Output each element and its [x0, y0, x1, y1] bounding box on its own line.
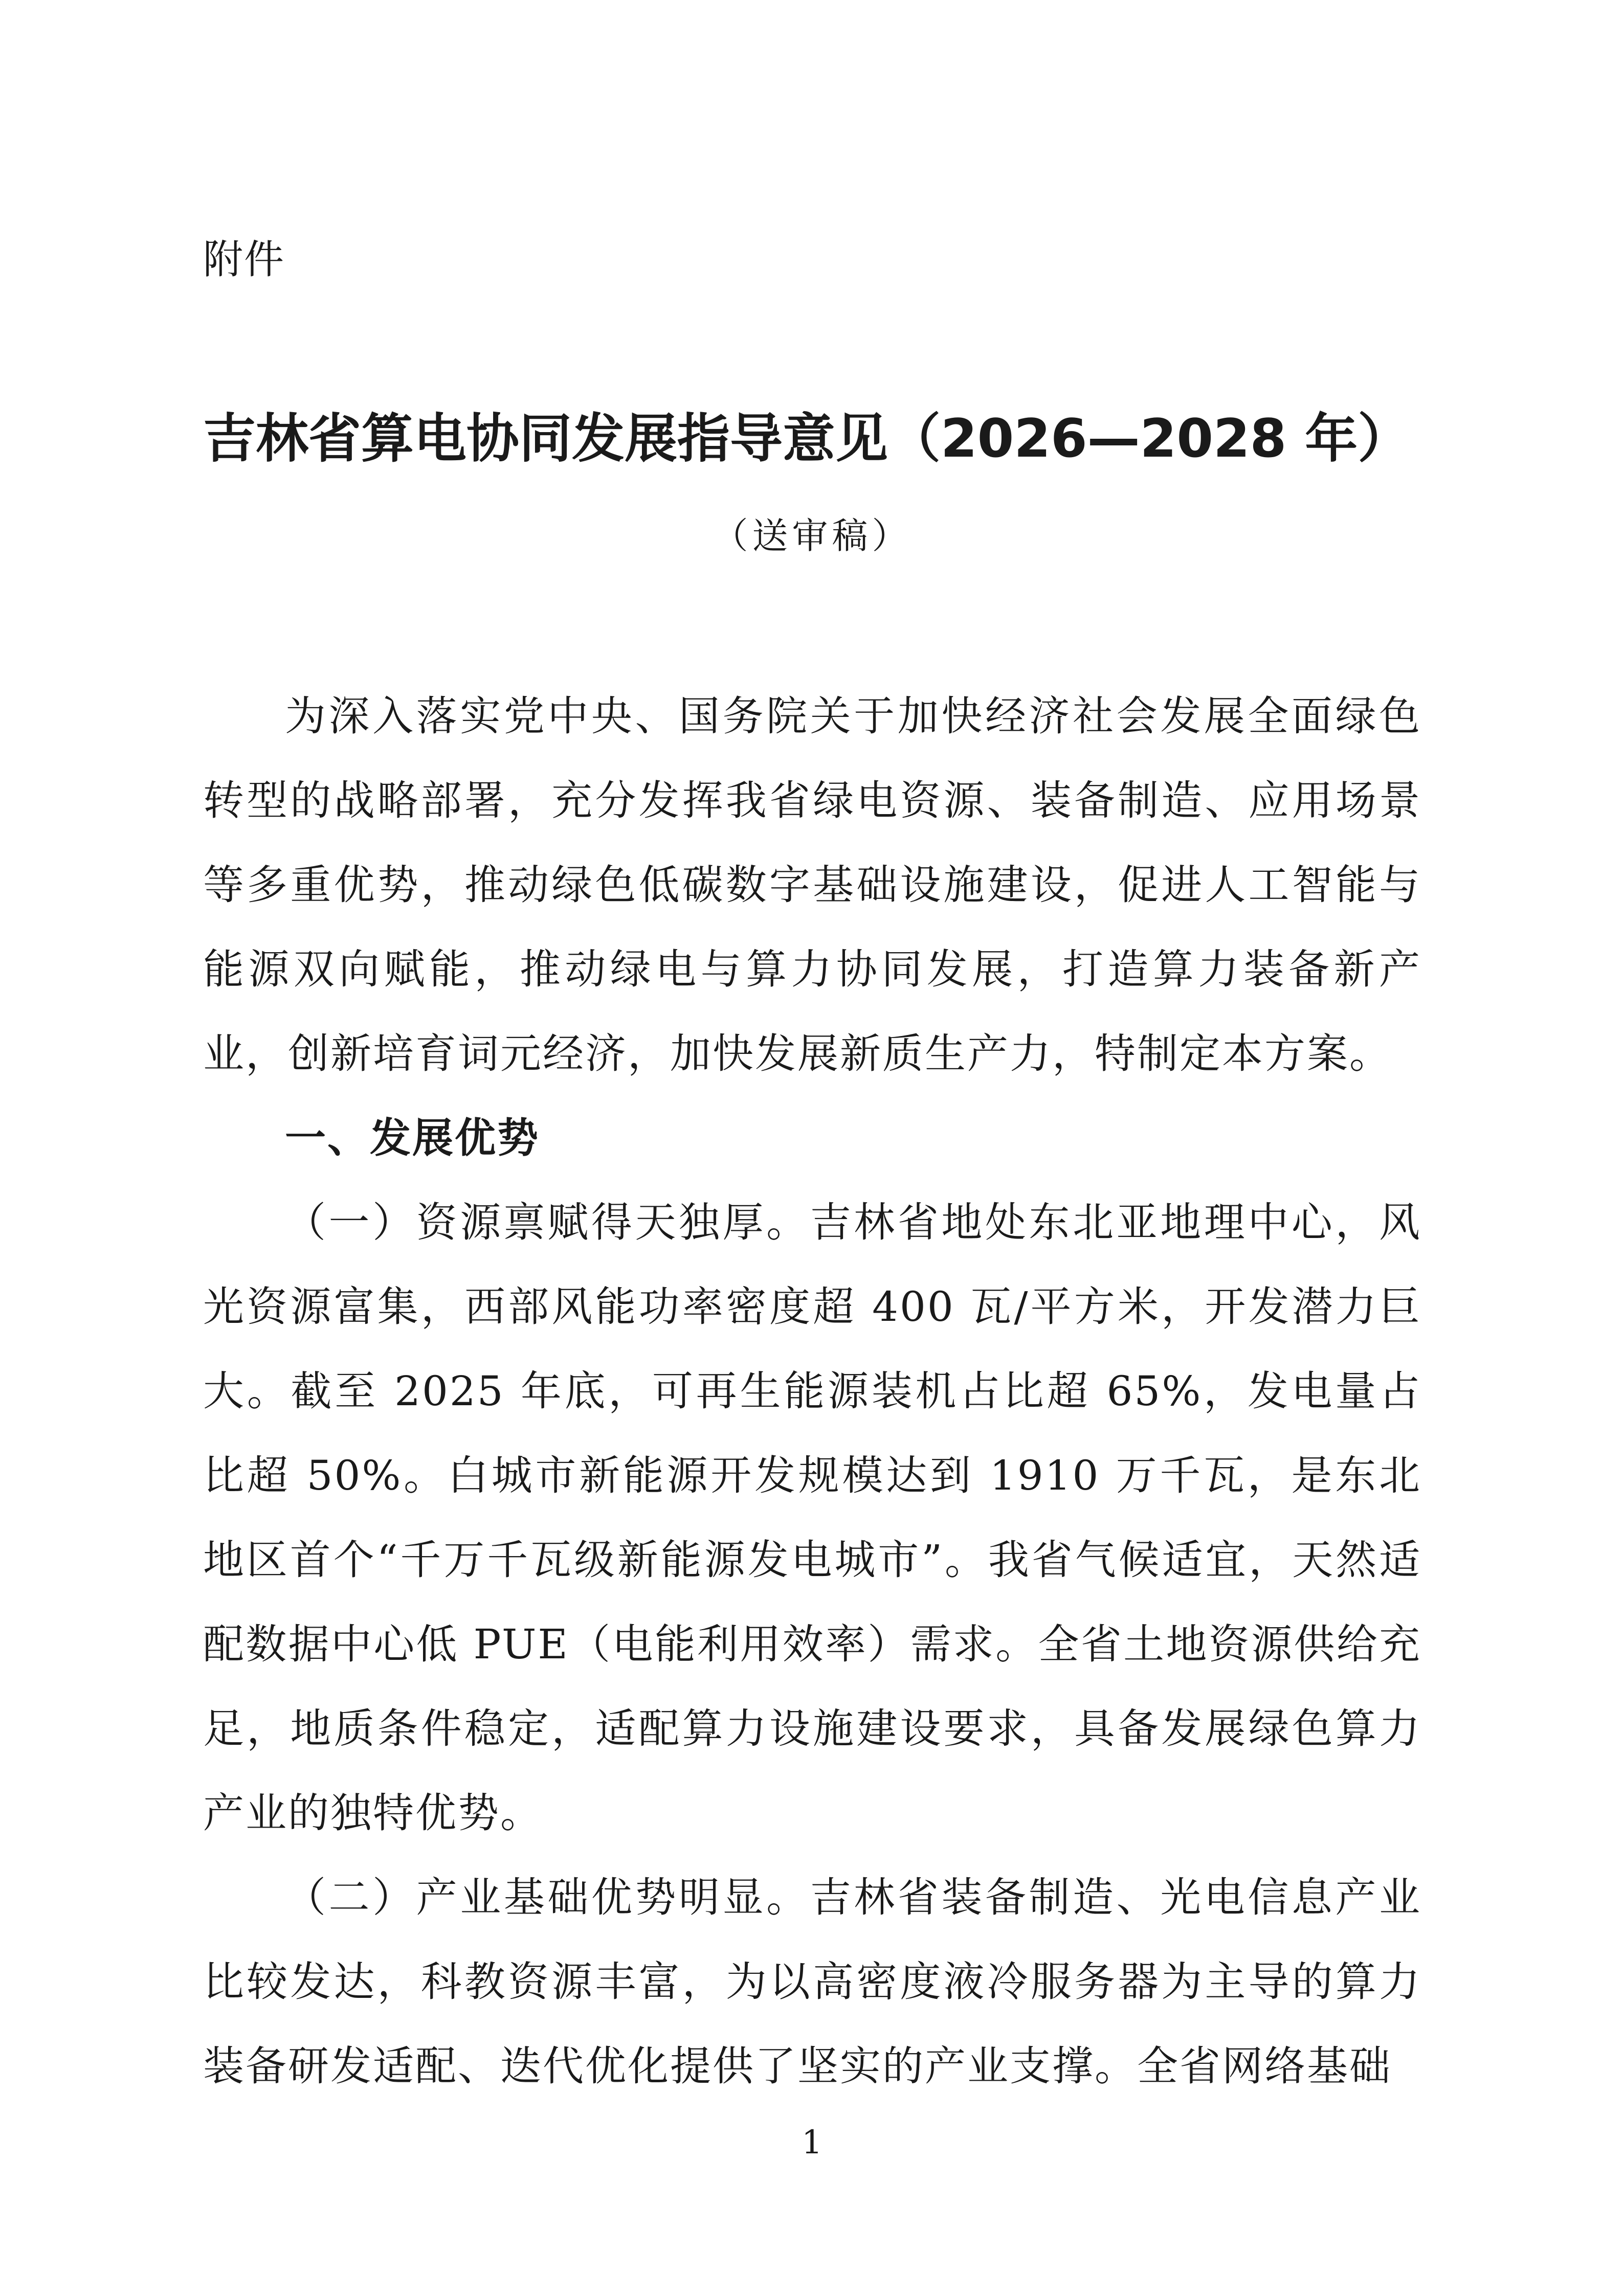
body-paragraph: （二）产业基础优势明显。吉林省装备制造、光电信息产业比较发达，科教资源丰富，为以高密度液冷服务器为主导的算力装备研发适配、迭代优化提供了坚实的产业支撑。全省网络基础 [203, 1874, 1421, 2090]
page-number: 1 [802, 2124, 822, 2162]
document-body [203, 674, 1421, 2108]
section-heading: 一、发展优势 [285, 1114, 540, 1162]
attachment-label: 附件 [203, 237, 285, 283]
intro-paragraph: 为深入落实党中央、国务院关于加快经济社会发展全面绿色转型的战略部署，充分发挥我省绿电资源、装备制造、应用场景等多重优势，推动绿色低碳数字基础设施建设，促进人工智能与能源双向赋能，推动绿电与算力协同发展，打造算力装备新产业，创新培育词元经济，加快发展新质生产力，特制定本方案。 [203, 692, 1421, 1077]
body-paragraph: （一）资源禀赋得天独厚。吉林省地处东北亚地理中心，风光资源富集，西部风能功率密度超 400 瓦/平方米，开发潜力巨大。截至 2025 年底，可再生能源装机占比超 65%，发电量占比超 50%。白城市新能源开发规模达到 1910 万千瓦，是东北地区首个“千万千瓦级新能源发电城市”。我省气候适宜，天然适配数据中心低 PUE（电能利用效率）需求。全省土地资源供给充足，地质条件稳定，适配算力设施建设要求，具备发展绿色算力产业的独特优势。 [203, 1199, 1421, 1837]
document-title: 吉林省算电协同发展指导意见（2026—2028 年） [203, 408, 1411, 469]
document-subtitle: （送审稿） [712, 515, 912, 557]
